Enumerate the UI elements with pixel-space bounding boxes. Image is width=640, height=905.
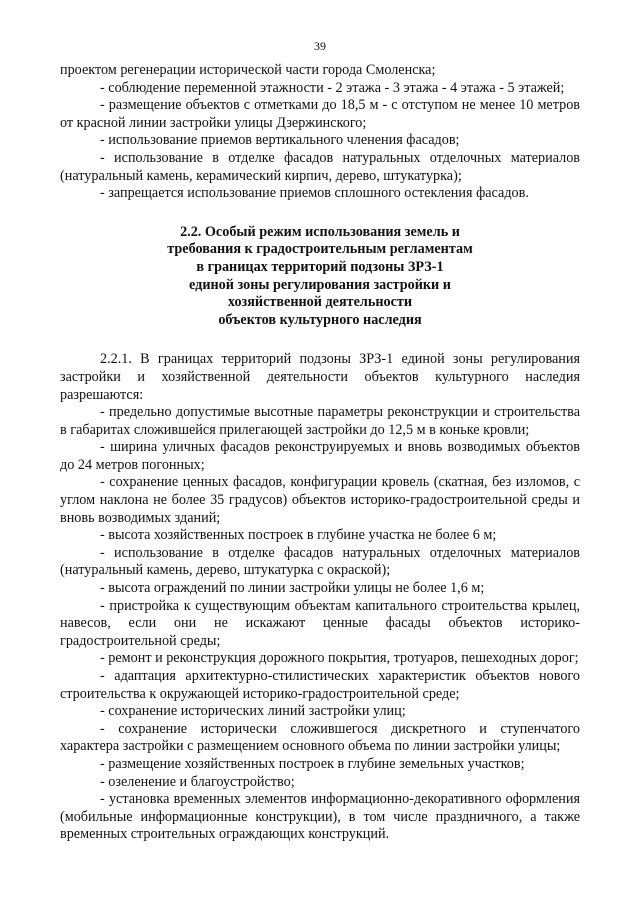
- paragraph-continuation: проектом регенерации исторической части города Смоленска;: [60, 62, 436, 78]
- intro-section: [60, 62, 580, 203]
- list-item: - высота ограждений по линии застройки улицы не более 1,6 м;: [100, 580, 485, 597]
- section-body: [60, 351, 580, 844]
- page-content: [60, 62, 580, 844]
- list-item: - предельно допустимые высотные параметры реконструкции и строительства в габаритах сложившейся прилегающей застройки до 12,5 м в коньке кровли;: [60, 404, 580, 438]
- list-item: - высота хозяйственных построек в глубине участка не более 6 м;: [100, 527, 497, 544]
- list-item: - сохранение ценных фасадов, конфигурации кровель (скатная, без изломов, с углом наклона не более 35 градусов) объектов историко-градостроительной среды и вновь возводимых зданий;: [60, 474, 580, 526]
- list-item: - сохранение исторических линий застройки улиц;: [100, 703, 406, 720]
- list-item: - размещение объектов с отметками до 18,5 м - с отступом не менее 10 метров от красной линии застройки улицы Дзержинского;: [60, 97, 580, 131]
- list-item: - ремонт и реконструкция дорожного покрытия, тротуаров, пешеходных дорог;: [100, 650, 579, 667]
- list-item: - адаптация архитектурно-стилистических характеристик объектов нового строительства к окружающей историко-градостроительной среде;: [60, 668, 580, 702]
- section-paragraph: 2.2.1. В границах территорий подзоны ЗРЗ-1 единой зоны регулирования застройки и хозяйственной деятельности объектов культурного наследия разрешаются:: [60, 351, 580, 403]
- heading-line: единой зоны регулирования застройки и: [189, 276, 451, 293]
- list-item: - размещение хозяйственных построек в глубине земельных участков;: [100, 755, 525, 772]
- heading-line: в границах территорий подзоны ЗРЗ-1: [196, 258, 444, 275]
- list-item: - ширина уличных фасадов реконструируемых и вновь возводимых объектов до 24 метров погонных;: [60, 439, 580, 473]
- heading-line: хозяйственной деятельности: [227, 294, 413, 311]
- list-item: - использование в отделке фасадов натуральных отделочных материалов (натуральный камень, дерево, штукатурка с окраской);: [60, 544, 580, 579]
- list-item: - запрещается использование приемов сплошного остекления фасадов.: [100, 185, 529, 202]
- list-item: - соблюдение переменной этажности - 2 этажа - 3 этажа - 4 этажа - 5 этажей;: [100, 79, 565, 96]
- heading-line: 2.2. Особый режим использования земель и: [180, 223, 460, 240]
- list-item: - пристройка к существующим объектам капитального строительства крылец, навесов, если они не искажают ценные фасады объектов историко-градостроительной среды;: [60, 597, 580, 649]
- list-item: - установка временных элементов информационно-декоративного оформления (мобильные информационные конструкции), в том числе праздничного, а также временных строительных ограждающих конструкций.: [60, 791, 580, 843]
- list-item: - использование приемов вертикального членения фасадов;: [100, 132, 460, 149]
- list-item: - сохранение исторически сложившегося дискретного и ступенчатого характера застройки с размещением основного объема по линии застройки улицы;: [60, 720, 580, 755]
- heading-line: объектов культурного наследия: [218, 311, 422, 328]
- section-heading: [60, 224, 580, 330]
- list-item: - использование в отделке фасадов натуральных отделочных материалов (натуральный камень, керамический кирпич, дерево, штукатурка);: [60, 149, 580, 184]
- list-item: - озеленение и благоустройство;: [100, 773, 295, 790]
- page-number: 39: [314, 39, 326, 53]
- heading-line: требования к градостроительным регламентам: [167, 241, 473, 258]
